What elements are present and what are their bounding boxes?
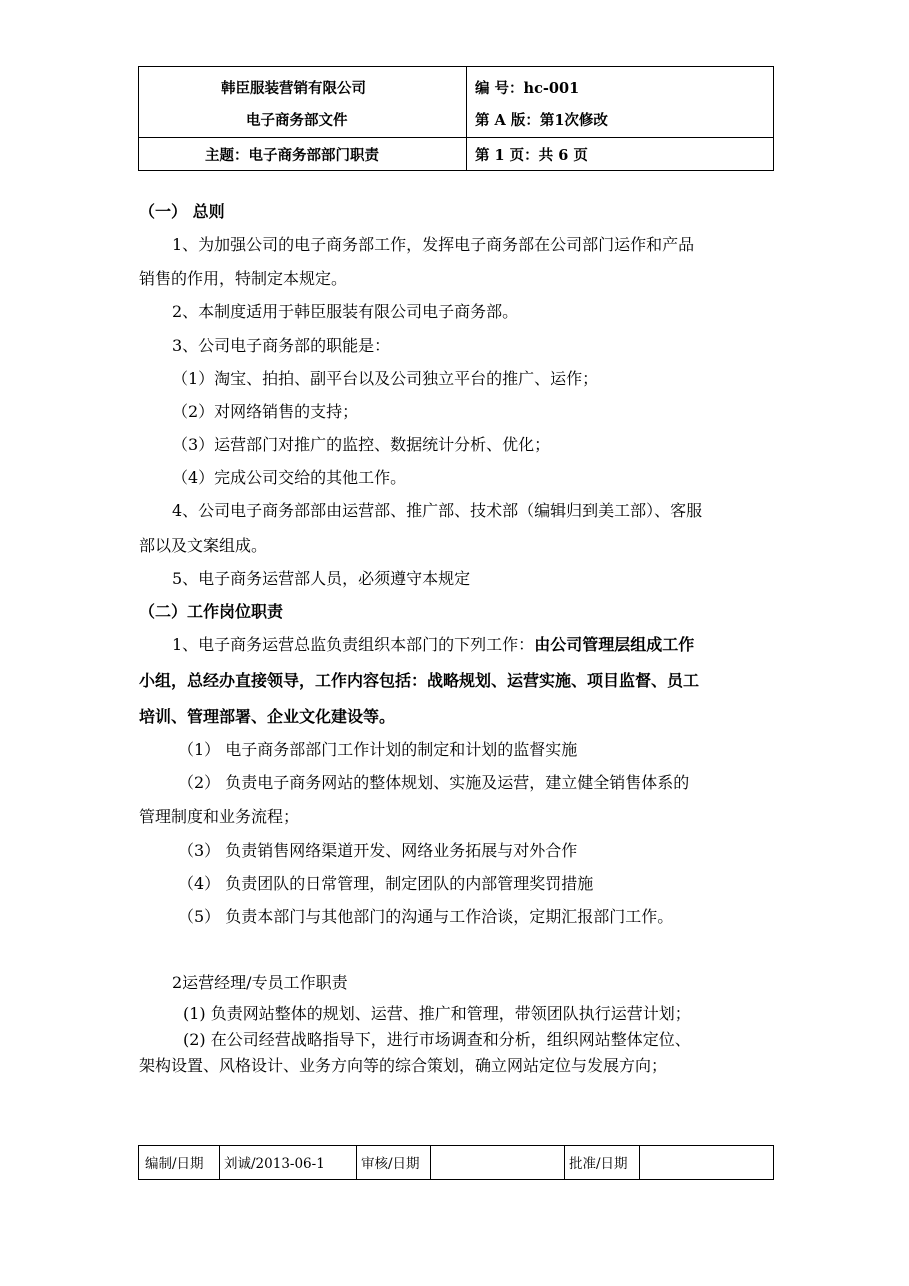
list-item: (1) 负责网站整体的规划、运营、推广和管理，带领团队执行运营计划； — [183, 1004, 691, 1023]
paragraph-line: 3、公司电子商务部的职能是： — [172, 336, 391, 355]
paragraph-text: 1、电子商务运营总监负责组织本部门的下列工作： — [172, 635, 535, 654]
list-item: （1） 电子商务部部门工作计划的制定和计划的监督实施 — [178, 740, 578, 759]
company-name: 韩臣服装营销有限公司 — [221, 80, 366, 97]
compiled-value: 刘诚/2013-06-1 — [224, 1156, 325, 1172]
document-version: 第 A 版：第1次修改 — [475, 112, 608, 129]
compiled-label: 编制/日期 — [145, 1156, 204, 1172]
paragraph-line: 部以及文案组成。 — [139, 536, 268, 555]
document-header-table — [138, 66, 774, 171]
list-item: （3） 负责销售网络渠道开发、网络业务拓展与对外合作 — [178, 841, 578, 860]
list-item: （1）淘宝、拍拍、副平台以及公司独立平台的推广、运作； — [172, 369, 599, 388]
list-item: （4）完成公司交给的其他工作。 — [172, 468, 407, 487]
approval-table — [138, 1145, 774, 1180]
list-item: （2）对网络销售的支持； — [172, 402, 359, 421]
paragraph-line: 1、为加强公司的电子商务部工作，发挥电子商务部在公司部门运作和产品 — [172, 235, 695, 254]
table-divider — [639, 1146, 640, 1179]
section-title: （一） 总则 — [139, 202, 225, 221]
emphasis-line: 培训、管理部署、企业文化建设等。 — [139, 707, 396, 726]
paragraph-line: 4、公司电子商务部部由运营部、推广部、技术部（编辑归到美工部）、客服 — [172, 501, 703, 520]
document-subject: 主题：电子商务部部门职责 — [205, 147, 379, 164]
section-title: 2运营经理/专员工作职责 — [172, 973, 348, 992]
section-title: （二）工作岗位职责 — [139, 602, 284, 621]
table-divider — [564, 1146, 565, 1179]
emphasis-line: 小组，总经办直接领导，工作内容包括：战略规划、运营实施、项目监督、员工 — [139, 671, 700, 690]
review-label: 审核/日期 — [361, 1156, 420, 1172]
header-divider — [139, 137, 773, 138]
paragraph-line: 管理制度和业务流程； — [139, 807, 300, 826]
list-item: （5） 负责本部门与其他部门的沟通与工作洽谈，定期汇报部门工作。 — [178, 907, 674, 926]
list-item: （4） 负责团队的日常管理，制定团队的内部管理奖罚措施 — [178, 874, 594, 893]
page-count: 第 1 页：共 6 页 — [475, 147, 588, 164]
document-number: 编 号：hc-001 — [475, 80, 580, 97]
table-divider — [219, 1146, 220, 1179]
paragraph-line — [172, 634, 694, 656]
department-document: 电子商务部文件 — [246, 112, 348, 129]
paragraph-line: 架构设置、风格设计、业务方向等的综合策划，确立网站定位与发展方向； — [139, 1056, 668, 1075]
header-divider — [466, 67, 467, 170]
table-divider — [430, 1146, 431, 1179]
list-item: (2) 在公司经营战略指导下，进行市场调查和分析，组织网站整体定位、 — [183, 1030, 691, 1049]
emphasis-text: 由公司管理层组成工作 — [534, 635, 695, 654]
paragraph-line: 销售的作用，特制定本规定。 — [139, 269, 348, 288]
paragraph-line: 5、电子商务运营部人员，必须遵守本规定 — [172, 569, 471, 588]
list-item: （3）运营部门对推广的监控、数据统计分析、优化； — [172, 435, 551, 454]
table-divider — [356, 1146, 357, 1179]
list-item: （2） 负责电子商务网站的整体规划、实施及运营，建立健全销售体系的 — [178, 773, 690, 792]
approve-label: 批准/日期 — [569, 1156, 628, 1172]
paragraph-line: 2、本制度适用于韩臣服装有限公司电子商务部。 — [172, 302, 519, 321]
